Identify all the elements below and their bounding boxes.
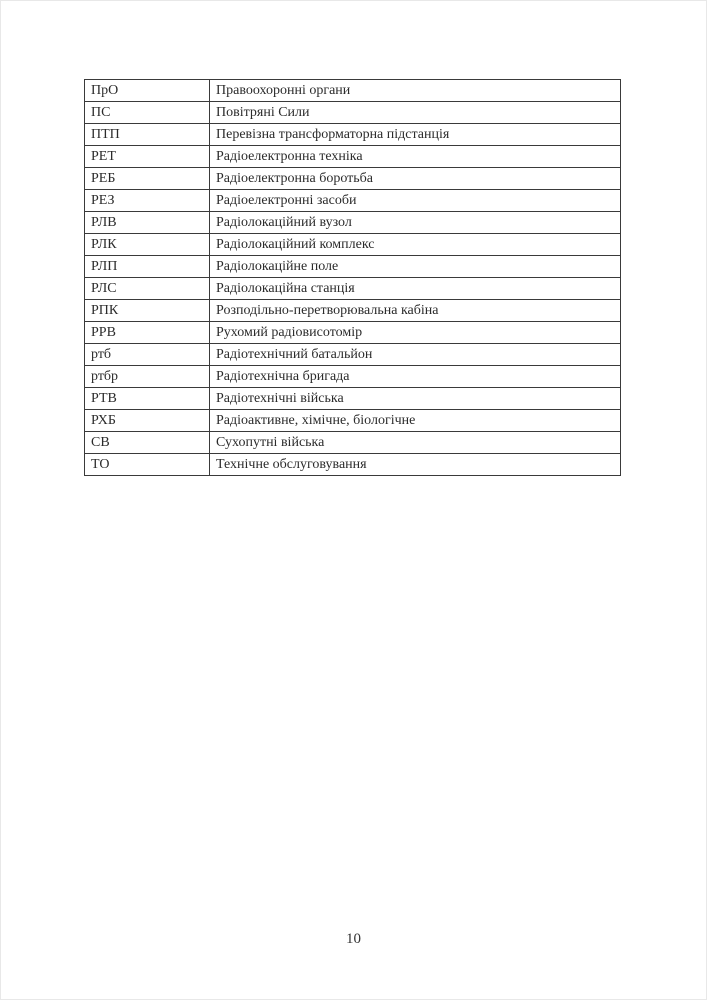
abbreviation-cell: РХБ: [85, 410, 210, 432]
table-row: [85, 322, 621, 344]
definition-cell: Радіолокаційний вузол: [210, 212, 621, 234]
definition-cell: Радіоактивне, хімічне, біологічне: [210, 410, 621, 432]
definition-cell: Технічне обслуговування: [210, 454, 621, 476]
abbreviation-cell: ПС: [85, 102, 210, 124]
definition-cell: Рухомий радіовисотомір: [210, 322, 621, 344]
table-row: [85, 366, 621, 388]
definition-cell: Радіоелектронна техніка: [210, 146, 621, 168]
definition-cell: Радіотехнічна бригада: [210, 366, 621, 388]
definition-cell: Радіолокаційний комплекс: [210, 234, 621, 256]
table-row: [85, 256, 621, 278]
abbreviation-cell: РЛС: [85, 278, 210, 300]
definition-cell: Розподільно-перетворювальна кабіна: [210, 300, 621, 322]
abbreviation-cell: ПрО: [85, 80, 210, 102]
definition-cell: Радіоелектронні засоби: [210, 190, 621, 212]
abbreviations-table: [84, 79, 621, 476]
definition-cell: Радіотехнічний батальйон: [210, 344, 621, 366]
definition-cell: Радіолокаційне поле: [210, 256, 621, 278]
table-row: [85, 410, 621, 432]
definition-cell: Правоохоронні органи: [210, 80, 621, 102]
abbreviation-cell: СВ: [85, 432, 210, 454]
abbreviation-cell: РЕТ: [85, 146, 210, 168]
abbreviation-cell: РЕЗ: [85, 190, 210, 212]
table-row: [85, 300, 621, 322]
table-row: [85, 168, 621, 190]
table-row: [85, 344, 621, 366]
abbreviation-cell: РЕБ: [85, 168, 210, 190]
abbreviation-cell: РТВ: [85, 388, 210, 410]
table-row: [85, 80, 621, 102]
abbreviation-cell: РРВ: [85, 322, 210, 344]
abbreviation-cell: ПТП: [85, 124, 210, 146]
table-row: [85, 454, 621, 476]
table-row: [85, 190, 621, 212]
abbreviation-cell: ртб: [85, 344, 210, 366]
table-row: [85, 234, 621, 256]
table-row: [85, 432, 621, 454]
abbreviation-cell: ртбр: [85, 366, 210, 388]
abbreviation-cell: РЛВ: [85, 212, 210, 234]
abbreviation-cell: РЛП: [85, 256, 210, 278]
table-row: [85, 388, 621, 410]
table-row: [85, 146, 621, 168]
definition-cell: Радіолокаційна станція: [210, 278, 621, 300]
table-row: [85, 102, 621, 124]
definition-cell: Радіотехнічні війська: [210, 388, 621, 410]
abbreviation-cell: РЛК: [85, 234, 210, 256]
table-row: [85, 212, 621, 234]
table-row: [85, 124, 621, 146]
table-row: [85, 278, 621, 300]
abbreviation-cell: РПК: [85, 300, 210, 322]
definition-cell: Перевізна трансформаторна підстанція: [210, 124, 621, 146]
abbreviations-table-body: [85, 80, 621, 476]
page-number: 10: [346, 931, 361, 947]
definition-cell: Сухопутні війська: [210, 432, 621, 454]
abbreviation-cell: ТО: [85, 454, 210, 476]
definition-cell: Радіоелектронна боротьба: [210, 168, 621, 190]
definition-cell: Повітряні Сили: [210, 102, 621, 124]
